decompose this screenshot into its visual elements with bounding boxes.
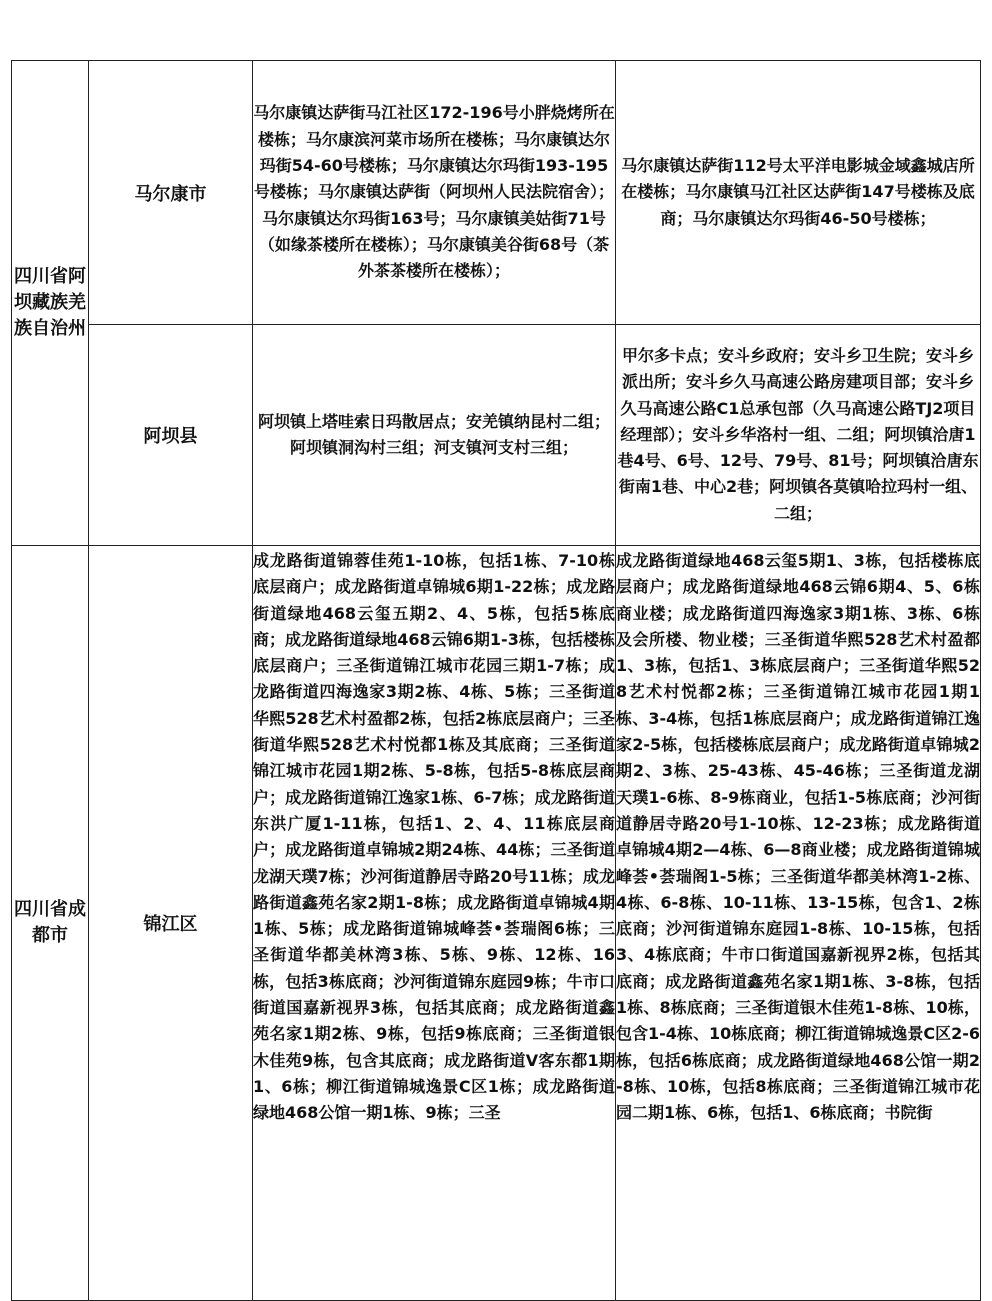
province-cell-chengdu: 四川省成都市 (12, 546, 89, 1301)
table-row (12, 546, 981, 1301)
table-row (12, 61, 981, 325)
table-row (12, 325, 981, 546)
city-cell-jinjiang: 锦江区 (89, 546, 253, 1301)
city-cell-aba-county: 阿坝县 (89, 325, 253, 546)
province-cell-aba: 四川省阿坝藏族羌族自治州 (12, 61, 89, 546)
area-list-b-maerkang: 马尔康镇达萨街112号太平洋电影城金域鑫城店所在楼栋；马尔康镇马江社区达萨街147号楼栋及底商；马尔康镇达尔玛街46-50号楼栋； (616, 61, 981, 325)
city-cell-maerkang: 马尔康市 (89, 61, 253, 325)
area-list-a-aba-county: 阿坝镇上塔哇索日玛散居点；安羌镇纳昆村二组；阿坝镇洞沟村三组；河支镇河支村三组； (253, 325, 616, 546)
area-list-a-jinjiang: 成龙路街道锦蓉佳苑1-10栋，包括1栋、7-10栋底层商户；成龙路街道卓锦城6期1-22栋；成龙路街道绿地468云玺五期2、4、5栋，包括5栋底商；成龙路街道绿地468云锦6期1-3栋，包括楼栋底层商户；三圣街道锦江城市花园三期1-7栋；成龙路街道四海逸家3期2栋、4栋、5栋；三圣街道华熙528艺术村盈都2栋，包括2栋底层商户；三圣街道华熙528艺术村悦都1栋及其底商；三圣街道锦江城市花园1期2栋、5-8栋，包括5-8栋底层商户；成龙路街道锦江逸家1栋、6-7栋；成龙路街道东洪广厦1-11栋，包括1、2、4、11栋底层商户；成龙路街道卓锦城2期24栋、44栋；三圣街道龙湖天璞7栋；沙河街道静居寺路20号11栋；成龙路街道鑫苑名家2期1-8栋；成龙路街道卓锦城4期1栋、5栋；成龙路街道锦城峰荟•荟瑞阁6栋；三圣街道华都美林湾3栋、5栋、9栋、12栋、16栋，包括3栋底商；沙河街道锦东庭园9栋；牛市口街道国嘉新视界3栋，包括其底商；成龙路街道鑫苑名家1期2栋、9栋，包括9栋底商；三圣街道银木佳苑9栋，包含其底商；成龙路街道V客东都1期1、6栋；柳江街道锦城逸景C区1栋；成龙路街道绿地468公馆一期1栋、9栋；三圣 (253, 546, 616, 1301)
area-list-b-jinjiang: 成龙路街道绿地468云玺5期1、3栋，包括楼栋底层商户；成龙路街道绿地468云锦6期4、5、6栋商业楼；成龙路街道四海逸家3期1栋、3栋、6栋及会所楼、物业楼；三圣街道华熙528艺术村盈都1、3栋，包括1、3栋底层商户；三圣街道华熙528艺术村悦都2栋；三圣街道锦江城市花园1期1栋、3-4栋，包括1栋底层商户；成龙路街道锦江逸家2-5栋，包括楼栋底层商户；成龙路街道卓锦城2期2、3栋、25-43栋、45-46栋；三圣街道龙湖天璞1-6栋、8-9栋商业，包括1-5栋底商；沙河街道静居寺路20号1-10栋、12-23栋；成龙路街道卓锦城4期2—4栋、6—8商业楼；成龙路街道锦城峰荟•荟瑞阁1-5栋；三圣街道华都美林湾1-2栋、4栋、6-8栋、10-11栋、13-15栋，包含1、2栋底商；沙河街道锦东庭园1-8栋、10-15栋，包括3、4栋底商；牛市口街道国嘉新视界2栋，包括其底商；成龙路街道鑫苑名家1期1栋、3-8栋，包括1栋、8栋底商；三圣街道银木佳苑1-8栋、10栋，包含1-4栋、10栋底商；柳江街道锦城逸景C区2-6栋，包括6栋底商；成龙路街道绿地468公馆一期2-8栋、10栋，包括8栋底商；三圣街道锦江城市花园二期1栋、6栋，包括1、6栋底商；书院街 (616, 546, 981, 1301)
document-table (11, 60, 981, 1301)
area-list-a-maerkang: 马尔康镇达萨街马江社区172-196号小胖烧烤所在楼栋；马尔康滨河菜市场所在楼栋；马尔康镇达尔玛街54-60号楼栋；马尔康镇达尔玛街193-195号楼栋；马尔康镇达萨街（阿坝州人民法院宿舍）；马尔康镇达尔玛街163号；马尔康镇美姑街71号（如缘茶楼所在楼栋）；马尔康镇美谷街68号（茶外茶茶楼所在楼栋）； (253, 61, 616, 325)
area-list-b-aba-county: 甲尔多卡点；安斗乡政府；安斗乡卫生院；安斗乡派出所；安斗乡久马高速公路房建项目部；安斗乡久马高速公路C1总承包部（久马高速公路TJ2项目经理部）；安斗乡华洛村一组、二组；阿坝镇洽唐1巷4号、6号、12号、79号、81号；阿坝镇洽唐东街南1巷、中心2巷；阿坝镇各莫镇哈拉玛村一组、二组； (616, 325, 981, 546)
